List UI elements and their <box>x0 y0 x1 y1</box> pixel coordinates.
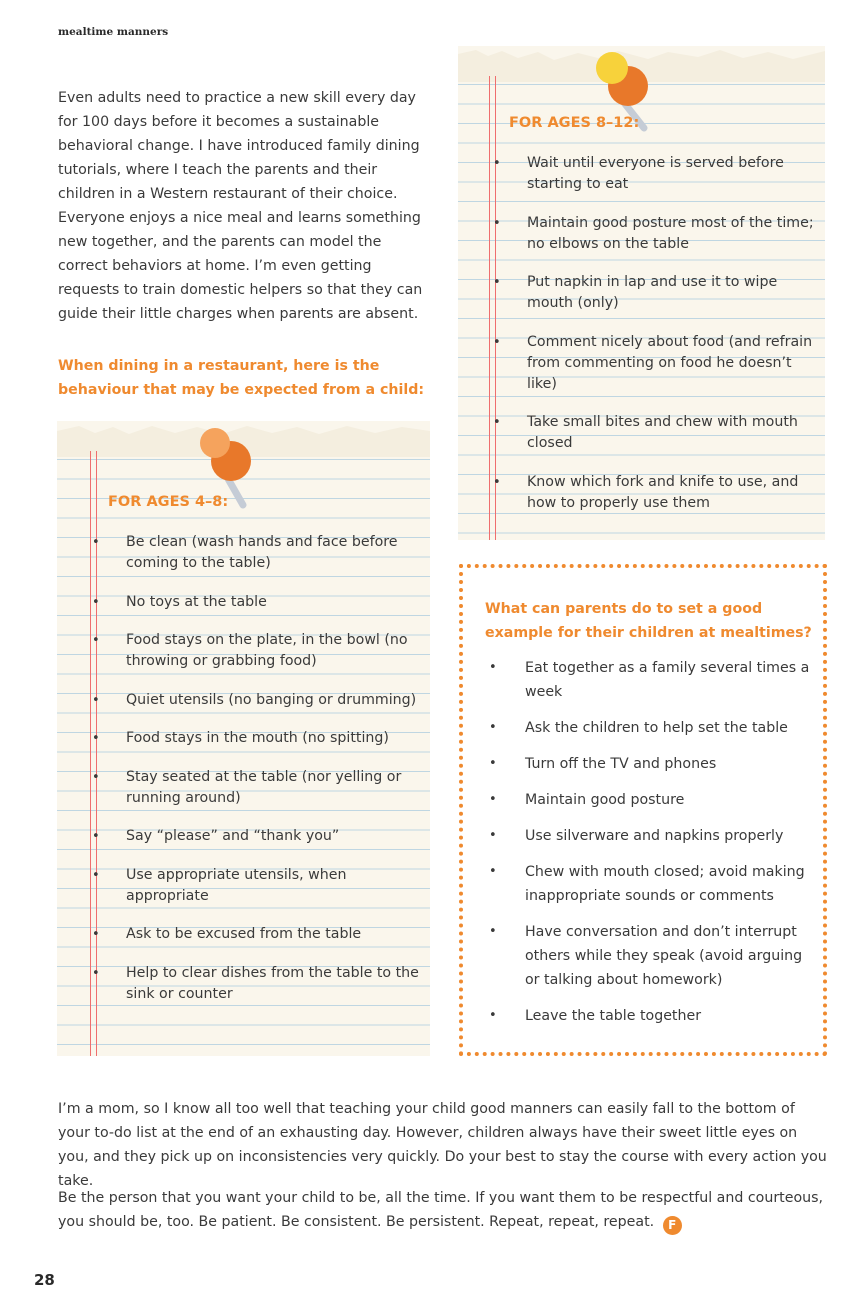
list-item <box>92 826 422 847</box>
list-item-text: Comment nicely about food (and refrain from commenting on food he doesn’t like) <box>527 333 813 392</box>
list-item-text: Wait until everyone is served before starting to eat <box>527 155 784 192</box>
list-item-text: No toys at the table <box>126 593 267 610</box>
running-head: mealtime manners <box>58 26 169 38</box>
list-item-text: Ask the children to help set the table <box>525 720 788 736</box>
bullet-icon: • <box>489 828 497 843</box>
ages-4-8-card <box>57 421 430 1056</box>
bullet-icon: • <box>92 594 100 610</box>
list-item-text: Have conversation and don’t interrupt others while they speak (avoid arguing or talking about homework) <box>525 924 803 988</box>
list-item <box>92 924 422 945</box>
list-item <box>92 630 422 672</box>
bullet-icon: • <box>493 474 501 490</box>
list-item-text: Say “please” and “thank you” <box>126 828 340 844</box>
ages-4-8-heading: FOR AGES 4–8: <box>108 494 229 510</box>
list-item-text: Take small bites and chew with mouth closed <box>527 414 798 451</box>
parents-tips-box <box>459 564 827 1056</box>
closing-paragraph-2-text: Be the person that you want your child to be, all the time. If you want them to be respectful and courteous, you should be, too. Be patient. Be consistent. Be persistent. Repeat, repeat, repeat. <box>58 1190 824 1230</box>
list-item-text: Use silverware and napkins properly <box>525 828 784 844</box>
bullet-icon: • <box>489 756 497 771</box>
list-item <box>92 865 422 907</box>
list-item <box>493 332 817 395</box>
bullet-icon: • <box>489 792 497 807</box>
bullet-icon: • <box>493 415 501 430</box>
list-item <box>493 412 817 454</box>
list-item-text: Maintain good posture most of the time; no elbows on the table <box>527 214 814 252</box>
bullet-icon: • <box>489 660 497 675</box>
ages-8-12-list <box>493 153 817 514</box>
list-item <box>92 592 422 613</box>
list-item <box>493 272 817 314</box>
list-item <box>493 153 817 195</box>
list-item-text: Quiet utensils (no banging or drumming) <box>126 691 417 708</box>
parents-tips-list <box>489 656 811 1028</box>
bullet-icon: • <box>92 535 100 550</box>
bullet-icon: • <box>92 867 100 883</box>
bullet-icon: • <box>92 927 100 942</box>
list-item-text: Know which fork and knife to use, and how to properly use them <box>527 473 799 511</box>
list-item <box>92 963 422 1005</box>
bullet-icon: • <box>92 965 100 981</box>
closing-paragraph-1: I’m a mom, so I know all too well that teaching your child good manners can easily fall to the bottom of your to-do list at the end of an exhausting day. However, children always have their sweet little eyes on you, and they pick up on inconsistencies very quickly. Do your best to stay the course with every action you take. <box>58 1101 827 1189</box>
bullet-icon: • <box>92 731 100 746</box>
list-item-text: Help to clear dishes from the table to the sink or counter <box>126 964 419 1002</box>
page-number: 28 <box>34 1271 55 1289</box>
bullet-icon: • <box>493 275 501 290</box>
restaurant-question: When dining in a restaurant, here is the behaviour that may be expected from a child: <box>58 358 425 398</box>
list-item <box>92 690 422 711</box>
list-item-text: Maintain good posture <box>525 792 685 808</box>
parents-tips-heading: What can parents do to set a good example for their children at mealtimes? <box>485 601 812 641</box>
ages-8-12-heading: FOR AGES 8–12: <box>509 115 640 131</box>
list-item <box>489 1004 811 1028</box>
bullet-icon: • <box>489 924 497 939</box>
list-item-text: Be clean (wash hands and face before coming to the table) <box>126 534 398 571</box>
bullet-icon: • <box>493 156 501 171</box>
ages-4-8-list <box>92 532 422 1005</box>
list-item-text: Stay seated at the table (nor yelling or running around) <box>126 768 402 806</box>
list-item-text: Use appropriate utensils, when appropriate <box>126 866 347 904</box>
list-item <box>489 752 811 776</box>
list-item <box>489 656 811 704</box>
intro-paragraph: Even adults need to practice a new skill every day for 100 days before it becomes a sustainable behavioral change. I have introduced family dining tutorials, where I teach the parents and their children in a Western restaurant of their choice. Everyone enjoys a nice meal and learns something new together, and the parents can model the correct behaviors at home. I’m even getting requests to train domestic helpers so that they can guide their little charges when parents are absent. <box>58 90 423 322</box>
list-item <box>92 532 422 574</box>
margin-line <box>489 76 496 540</box>
bullet-icon: • <box>489 1008 497 1023</box>
list-item <box>493 213 817 255</box>
bullet-icon: • <box>92 829 100 844</box>
end-of-article-mark-icon: F <box>663 1216 682 1235</box>
list-item <box>489 920 811 992</box>
closing-paragraph-2 <box>58 1186 828 1235</box>
list-item <box>489 860 811 908</box>
list-item-text: Put napkin in lap and use it to wipe mouth (only) <box>527 274 778 311</box>
list-item-text: Eat together as a family several times a week <box>525 660 810 700</box>
list-item <box>489 788 811 812</box>
bullet-icon: • <box>92 692 100 708</box>
bullet-icon: • <box>92 633 100 648</box>
bullet-icon: • <box>489 720 497 735</box>
list-item-text: Chew with mouth closed; avoid making inappropriate sounds or comments <box>525 864 805 904</box>
list-item-text: Turn off the TV and phones <box>525 756 717 772</box>
list-item-text: Leave the table together <box>525 1008 702 1024</box>
list-item-text: Food stays on the plate, in the bowl (no throwing or grabbing food) <box>126 632 408 669</box>
bullet-icon: • <box>493 215 501 231</box>
list-item <box>92 767 422 809</box>
bullet-icon: • <box>489 864 497 879</box>
ages-8-12-card <box>458 46 825 540</box>
list-item <box>489 716 811 740</box>
list-item-text: Ask to be excused from the table <box>126 926 362 942</box>
bullet-icon: • <box>92 769 100 785</box>
list-item <box>92 728 422 749</box>
list-item <box>493 472 817 514</box>
list-item-text: Food stays in the mouth (no spitting) <box>126 730 389 746</box>
bullet-icon: • <box>493 334 501 350</box>
list-item <box>489 824 811 848</box>
